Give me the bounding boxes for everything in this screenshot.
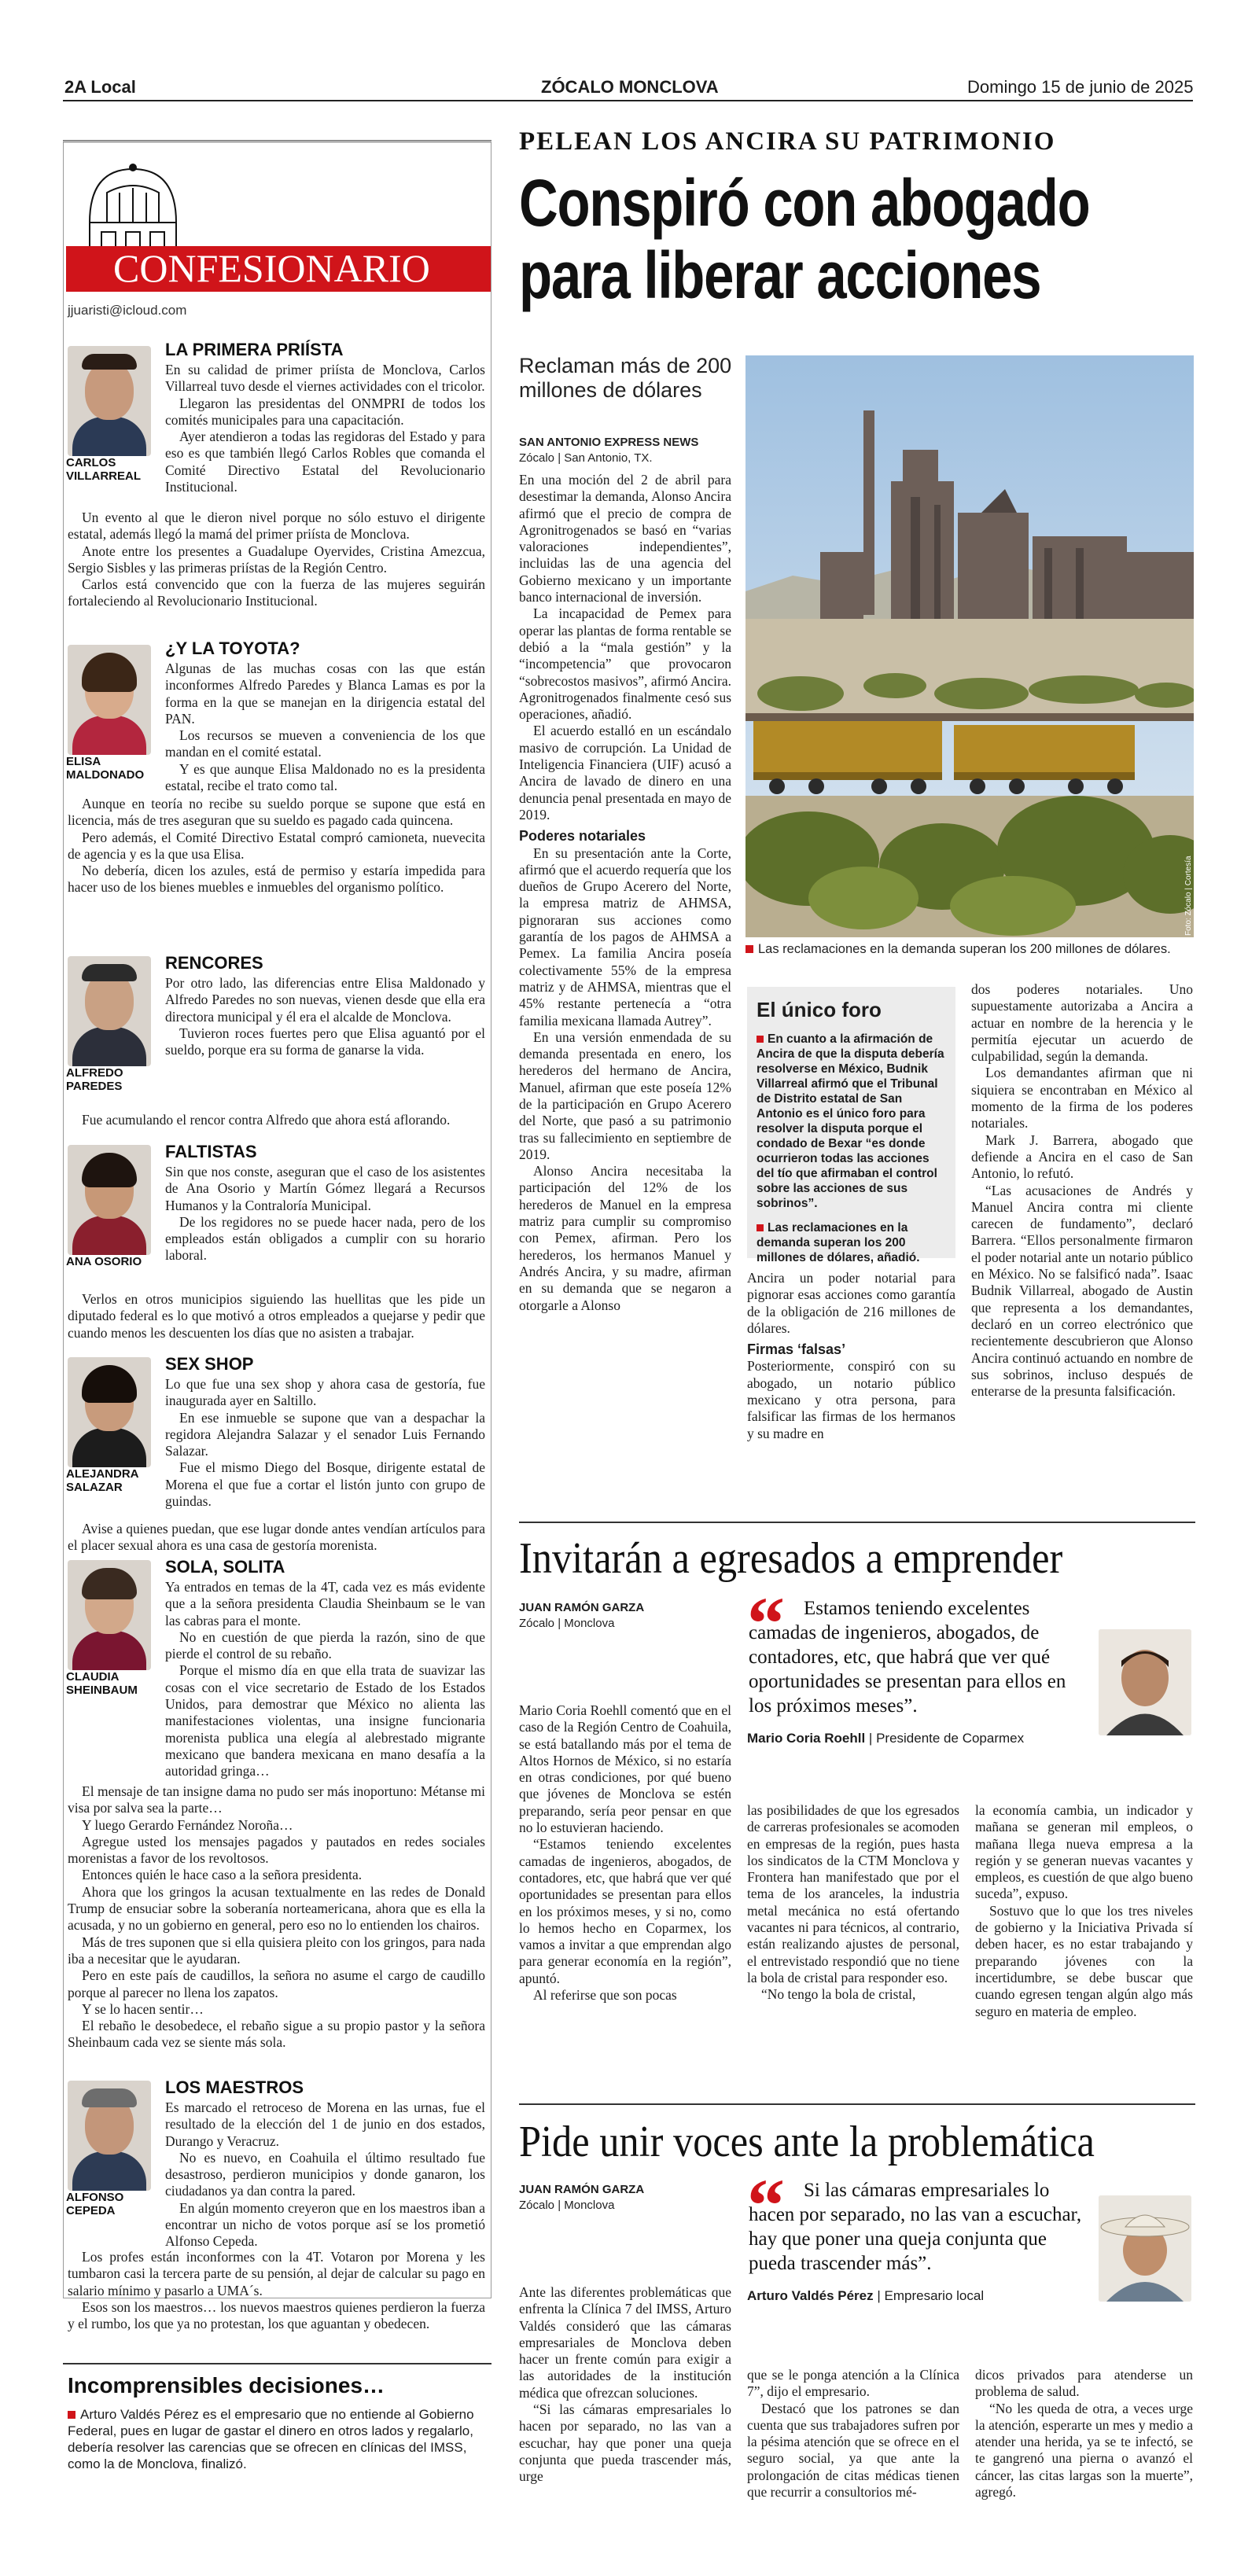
quote-name: Mario Coria Roehll xyxy=(747,1731,866,1746)
section-rule xyxy=(519,2103,1195,2105)
article-column-1 xyxy=(519,2284,731,2486)
gossip-item xyxy=(63,951,491,1132)
paragraph: Lo que fue una sex shop y ahora casa de gestoría, fue inaugurada ayer en Saltillo. xyxy=(165,1376,485,1409)
brief-text xyxy=(68,2406,488,2472)
section-rule xyxy=(519,1522,1195,1523)
paragraph: Los profes están inconformes con la 4T. Votaron por Morena y les tumbaron casi la tercera parte de su pensión, al dejar de calcular su pago en salario mínimo y pasarlo a UMA´s. xyxy=(68,2249,485,2298)
paragraph: “Estamos teniendo excelentes camadas de ingenieros, abogados, de contadores, etc, que habrá que ver qué oportunidades se presentan para ellos en los próximos meses, y si no, como lo hemos hecho en Coparmex, los vamos a invitar a que emprendan algo para generar economía en la región”, apuntó. xyxy=(519,1836,731,1986)
byline xyxy=(519,2182,644,2214)
paragraph: Esos son los maestros… los nuevos maestros quienes perdieron la fuerza y el rumbo, los que ya no protestan, los que aguantan y obedecen. xyxy=(68,2298,485,2332)
byline-name: JUAN RAMÓN GARZA xyxy=(519,2183,645,2196)
main-headline xyxy=(519,167,1196,311)
paragraph: Y es que aunque Elisa Maldonado no es la presidenta estatal, recibe el trato como tal. xyxy=(165,760,485,794)
article-headline: Pide unir voces ante la problemática xyxy=(519,2118,1095,2166)
paragraph: En su presentación ante la Corte, afirmó que el acuerdo requería que los dueños de Grupo Acerero del Norte, la empresa matriz de AHMSA, pignoraran sus acciones como garantía de los pagos de AHMSA a Pemex. La familia Ancira poseía colectivamente 55% de la empresa matriz y de AHMSA, mientras que el 45% restante pertenecía a “otra familia mexicana llamada Autrey”. xyxy=(519,845,731,1029)
headline-line: para liberar acciones xyxy=(519,238,1041,312)
quote-mark-icon: “ xyxy=(747,1581,785,1665)
article-headline: Invitarán a egresados a emprender xyxy=(519,1534,1063,1583)
paragraph: En una versión enmendada de su demanda presentada en enero, los herederos del hermano de Ancira, Manuel, afirman que este poseía 12% de la participación en Grupo Acerero del Norte, que pasó a su patrimonio tras su fallecimiento en septiembre de 2019. xyxy=(519,1029,731,1162)
bullet-square-icon xyxy=(757,1224,764,1231)
steel-plant-photo xyxy=(745,355,1194,937)
photo-caption: CLAUDIA SHEINBAUM xyxy=(66,1670,138,1697)
bottom-rule xyxy=(63,2363,491,2364)
byline-place: Zócalo | San Antonio, TX. xyxy=(519,451,653,465)
paragraph: Más de tres suponen que si ella quisiera pleito con los gringos, para nada iba a necesitar que le ayudaran. xyxy=(68,1934,485,1967)
quote-attribution: Arturo Valdés Pérez | Empresario local xyxy=(747,2288,985,2303)
item-body xyxy=(165,975,485,1058)
confesionario-logo xyxy=(66,161,491,303)
paper-name: ZÓCALO MONCLOVA xyxy=(541,77,719,97)
item-body-wide xyxy=(68,510,485,610)
gossip-item xyxy=(63,637,491,936)
byline xyxy=(519,1600,644,1632)
paragraph: No en cuestión de que pierda la razón, sino de que pierde el control de su rebaño. xyxy=(165,1628,485,1662)
paragraph: Mark J. Barrera, abogado que defiende a Ancira en el caso de San Antonio, lo refutó. xyxy=(971,1132,1193,1182)
item-title: LA PRIMERA PRIÍSTA xyxy=(165,340,344,359)
paragraph: Algunas de las muchas cosas con las que están inconformes Alfredo Paredes y Blanca Lamas es por la forma en la que se manejan en la dirigencia estatal del PAN. xyxy=(165,661,485,727)
gossip-item xyxy=(63,1352,491,1554)
item-body xyxy=(165,2099,485,2250)
portrait-photo xyxy=(68,2081,151,2191)
logo-text: CONFESIONARIO xyxy=(113,246,430,290)
paragraph: No debería, dicen los azules, está de permiso y estaría impedida para hacer uso de los bienes muebles e inmuebles del organismo político. xyxy=(68,863,485,896)
item-title: ¿Y LA TOYOTA? xyxy=(165,638,300,658)
item-body xyxy=(165,1579,485,1780)
paragraph: No es nuevo, en Coahuila el último resultado fue desastroso, perdieron municipios y donde ganaron, los ciudadanos ya dan contra la pared. xyxy=(165,2149,485,2199)
brief-body: Arturo Valdés Pérez es el empresario que no entiende al Gobierno Federal, pues en lugar de gastar el dinero en otros lados y regalarlo, debería resolver las carencias que se ofrecen en clínicas del IMSS, como la de Monclova, finalizó. xyxy=(68,2407,474,2471)
paragraph: Tuvieron roces fuertes pero que Elisa aguantó por el sueldo, porque era su forma de ganarse la vida. xyxy=(165,1025,485,1058)
paragraph: Ahora que los gringos la acusan textualmente en las redes de Donald Trump de ensuciar sobre la soberanía norteamericana, ahora que es ella la acusada, y no un gobierno en general, pero eso no lo entienden los chairos. xyxy=(68,1883,485,1934)
paragraph: dicos privados para atenderse un problema de salud. xyxy=(975,2367,1193,2400)
paragraph: Mario Coria Roehll comentó que en el caso de la Región Centro de Coahuila, se está batallando más por el tema de Altos Hornos de México, si no estaría en otras condiciones, por qué bueno que jóvenes de Monclova se estén preparando, sería peor pensar en que no lo estuvieran haciendo. xyxy=(519,1702,731,1836)
article-column-3 xyxy=(975,1802,1193,2020)
headline-line: Conspiró con abogado xyxy=(519,166,1090,240)
paragraph: Carlos está convencido que con la fuerza de las mujeres seguirán fortaleciendo al Revolucionario Institucional. xyxy=(68,576,485,609)
paragraph: El acuerdo estalló en un escándalo masivo de corrupción. La Unidad de Inteligencia Financiera (UIF) acusó a Ancira de lavado de dinero en una denuncia penal presentada en mayo de 2019. xyxy=(519,723,731,822)
issue-date: Domingo 15 de junio de 2025 xyxy=(967,77,1194,97)
paragraph: Ancira un poder notarial para pignorar esas acciones como garantía de la obligación de 216 millones de dólares. xyxy=(747,1270,955,1336)
item-title: SOLA, SOLITA xyxy=(165,1557,285,1577)
paragraph: Un evento al que le dieron nivel porque no sólo estuvo el dirigente estatal, además llegó la mamá del primer priísta de Monclova. xyxy=(68,510,485,543)
quote-mark-icon: “ xyxy=(747,2163,785,2247)
paragraph: Anote entre los presentes a Guadalupe Oyervides, Cristina Amezcua, Sergio Sisbles y las primeras priístas de la Región Centro. xyxy=(68,543,485,576)
box-text: En cuanto a la afirmación de Ancira de que la disputa debería resolverse en México, Budnik Villarreal afirmó que el Tribunal de Distrito estatal de San Antonio es el único foro para resolver la disputa porque el condado de Bexar “es donde ocurrieron todas las acciones del tío que afirmaban el control sobre las acciones de sus sobrinos”. xyxy=(757,1032,944,1210)
paragraph: “No tengo la bola de cristal, xyxy=(761,1986,916,2003)
byline-name: JUAN RAMÓN GARZA xyxy=(519,1601,645,1614)
byline-place: Zócalo | Monclova xyxy=(519,2199,615,2212)
article-column-1 xyxy=(519,1702,731,2004)
article-column-2 xyxy=(747,1802,959,2004)
paragraph: Ante las diferentes problemáticas que enfrenta la Clínica 7 del IMSS, Arturo Valdés consideró que las cámaras empresariales de Monclova deben hacer un frente común para exigir a las autoridades de la institución médica que ofrezcan soluciones. xyxy=(519,2284,731,2401)
photo-credit: Foto: Zócalo | Cortesía xyxy=(1184,856,1193,936)
paragraph: La incapacidad de Pemex para operar las plantas de forma rentable se debió a la “mala gestión” y la “incompetencia” que provocaron “sobrecostos masivos”, afirmó Ancira. Agronitrogenados finalmente cesó sus operaciones, añadió. xyxy=(519,605,731,723)
paragraph: Fue el mismo Diego del Bosque, dirigente estatal de Morena el que fue a cortar el listón junto con grupo de guindas. xyxy=(165,1459,485,1510)
item-body xyxy=(165,661,485,794)
byline xyxy=(519,435,698,466)
paragraph: Pero en este país de caudillos, la señora no asume el cargo de caudillo porque al parecer no llena los zapatos. xyxy=(68,1967,485,2000)
subheadline: Reclaman más de 200 millones de dólares xyxy=(519,354,732,402)
speaker-portrait xyxy=(1099,1629,1191,1735)
paragraph: “Las acusaciones de Andrés y Manuel Ancira contra mi cliente carecen de fundamento”, declaró Barrera. “Ellos personalmente firmaron el poder notarial ante un notario público en México. No se falsificó nada”. Isaac Budnik Villarreal, abogado de Austin que representa a los demandantes, declaró en un correo electrónico que recientemente descubrieron que Alonso Ancira continuó actuando en nombre de sus sobrinos, incluso después de enterarse de la presunta falsificación. xyxy=(971,1182,1193,1400)
paragraph: Los recursos se mueven a conveniencia de los que mandan en el comité estatal. xyxy=(165,727,485,760)
paragraph: Pero además, el Comité Directivo Estatal compró camioneta, nuevecita de agencia y es la que usa Elisa. xyxy=(68,829,485,862)
paragraph: la economía cambia, un indicador y mañana se generan mil empleos, o mañana llega nueva empresa a la región y se generan nuevas vacantes y empleos, es cuestión de que algo bueno suceda”, expuso. xyxy=(975,1802,1193,1902)
paragraph: Alonso Ancira necesitaba la participación del 12% de los herederos de Manuel en la empresa matriz para cumplir su compromiso con Pemex, afirman. Pero los herederos, los hermanos Manuel y Andrés Ancira, y su madre, afirman en su demanda que se negaron a otorgarle a Alonso xyxy=(519,1163,731,1313)
subhead: Poderes notariales xyxy=(519,828,646,845)
header-rule xyxy=(63,100,1193,101)
item-title: SEX SHOP xyxy=(165,1354,254,1374)
paragraph: En ese inmueble se supone que van a despachar la regidora Alejandra Salazar y el senador Luis Fernando Salazar. xyxy=(165,1409,485,1459)
item-body xyxy=(165,362,485,495)
paragraph: Sostuvo que lo que los tres niveles de gobierno y la Iniciativa Privada sí deben hacer, es no estar trabajando y preparando jóvenes con la incertidumbre, se debe buscar que cuando egresen tengan algún algo más seguro en materia de empleo. xyxy=(975,1902,1193,2019)
article-column-2 xyxy=(747,1270,955,1442)
paragraph: Al referirse que son pocas xyxy=(533,1987,677,2004)
quote-text: Estamos teniendo excelentes camadas de ingenieros, abogados, de contadores, etc, que habrá que ver qué oportunidades se presentan para ellos en los próximos meses”. xyxy=(749,1598,1066,1717)
paragraph: las posibilidades de que los egresados de carreras profesionales se acomoden en empresas de la región, pues hasta los sindicatos de la CTM Monclova y Frontera han manifestado que por el tema de los aranceles, la industria metal mecánica no está ofertando vacantes ni para técnicos, al contrario, están realizando ajustes de personal, el entrevistado respondió que no tiene la bola de cristal para responder eso. xyxy=(747,1802,959,1985)
photo-caption: ALFONSO CEPEDA xyxy=(66,2191,124,2217)
byline-source: SAN ANTONIO EXPRESS NEWS xyxy=(519,436,699,449)
box-title: El único foro xyxy=(757,998,882,1021)
item-title: LOS MAESTROS xyxy=(165,2077,304,2097)
paragraph: Ya entrados en temas de la 4T, cada vez es más evidente que a la señora presidenta Claudia Sheinbaum se le van las cabras para el monte. xyxy=(165,1579,485,1628)
portrait-photo xyxy=(68,645,151,755)
brief-title: Incomprensibles decisiones… xyxy=(68,2373,385,2398)
gossip-item xyxy=(63,338,491,609)
paragraph: Por otro lado, las diferencias entre Elisa Maldonado y Alfredo Paredes no son nuevas, vienen desde que ella era directora municipal y él era el alcalde de Monclova. xyxy=(165,975,485,1025)
photo-caption xyxy=(745,942,1194,957)
item-body-wide xyxy=(68,1291,485,1341)
paragraph: En algún momento creyeron que en los maestros iban a encontrar un nicho de votos porque así se los prometió Alfonso Cepeda. xyxy=(165,2199,485,2250)
quote-name: Arturo Valdés Pérez xyxy=(747,2288,874,2303)
columnist-email: jjuaristi@icloud.com xyxy=(68,303,187,318)
item-body xyxy=(165,1164,485,1264)
paragraph: Verlos en otros municipios siguiendo las huellitas que les pide un diputado federal es lo que motivó a otros empleados a quejarse y pedir que cuando menos les descuenten los días que no asisten a trabajar. xyxy=(68,1291,485,1341)
paragraph: Fue acumulando el rencor contra Alfredo que ahora está aflorando. xyxy=(82,1112,451,1128)
quote-role: Empresario local xyxy=(884,2288,985,2303)
item-body-wide xyxy=(68,1783,485,2052)
portrait-photo xyxy=(68,1145,151,1255)
photo-caption: ALEJANDRA SALAZAR xyxy=(66,1467,138,1494)
paragraph: Llegaron las presidentas del ONMPRI de todos los comités municipales para una capacitación. xyxy=(165,395,485,428)
section-label: 2A Local xyxy=(64,77,136,97)
paragraph: que se le ponga atención a la Clínica 7”, dijo el empresario. xyxy=(747,2367,959,2400)
paragraph: Los demandantes afirman que ni siquiera se encontraban en México al momento de la firma de los poderes notariales. xyxy=(971,1065,1193,1132)
bullet-square-icon xyxy=(68,2411,75,2419)
box-text: Las reclamaciones en la demanda superan los 200 millones de dólares, añadió. xyxy=(757,1221,920,1264)
paragraph: En su calidad de primer priísta de Monclova, Carlos Villarreal tuvo desde el viernes actividades con el tricolor. xyxy=(165,362,485,395)
paragraph: “No les queda de otra, a veces urge la atención, esperarte un mes y medio a atender una herida, ya se te infectó, se te gangrenó una pierna o avanzó el cáncer, las citas largas son la muerte”, agregó. xyxy=(975,2400,1193,2501)
paragraph: Avise a quienes puedan, que ese lugar donde antes vendían artículos para el placer sexual ahora es una casa de gestoría morenista. xyxy=(68,1521,485,1554)
bullet-square-icon xyxy=(757,1036,764,1043)
article-column-2 xyxy=(747,2367,959,2501)
paragraph: En una moción del 2 de abril para desestimar la demanda, Alonso Ancira afirmó que el precio de compra de Agronitrogenados se basó en “varias valoraciones independientes”, incluidas las de una agencia del Gobierno mexicano y un importante banco internacional de inversión. xyxy=(519,472,731,605)
gossip-item xyxy=(63,1555,491,2059)
item-title: FALTISTAS xyxy=(165,1142,257,1161)
gossip-item xyxy=(63,2076,491,2351)
quote-attribution: Mario Coria Roehll | Presidente de Coparmex xyxy=(747,1731,1025,1746)
article-column-3 xyxy=(975,2367,1193,2501)
article-column-1 xyxy=(519,472,731,1314)
photo-caption: CARLOS VILLARREAL xyxy=(66,456,141,483)
item-body-wide xyxy=(68,1521,485,1555)
photo-caption: ALFREDO PAREDES xyxy=(66,1066,123,1093)
paragraph: Y se lo hacen sentir… xyxy=(82,2000,204,2017)
paragraph: Porque el mismo día en que ella trata de suavizar las cosas con el vice secretario de Estado de los Estados Unidos, para demostrar que México no alienta las manifestaciones violentas, una insigne funcionaria morenista publica una elegía al alebrestado migrante mexicano que bandera mexicana en mano desafía a la autoridad gringa… xyxy=(165,1662,485,1779)
item-body-wide xyxy=(68,1112,485,1128)
portrait-photo xyxy=(68,346,151,456)
paragraph: Y luego Gerardo Fernández Noroña… xyxy=(82,1816,293,1833)
item-body xyxy=(165,1376,485,1510)
quote-role: Presidente de Coparmex xyxy=(876,1731,1025,1746)
gossip-item xyxy=(63,1140,491,1376)
paragraph: De los regidores no se puede hacer nada, pero de los empleados están obligados a cumplir con su horario laboral. xyxy=(165,1213,485,1264)
subhead: Firmas ‘falsas’ xyxy=(747,1341,846,1358)
item-body-wide xyxy=(68,796,485,896)
paragraph: Entonces quién le hace caso a la señora presidenta. xyxy=(82,1867,363,1883)
quote-text: Si las cámaras empresariales lo hacen por separado, no las van a escuchar, hay que poner una queja conjunta que pueda trascender más”. xyxy=(749,2180,1082,2274)
item-body-wide xyxy=(68,2249,485,2332)
paragraph: “Si las cámaras empresariales lo hacen por separado, no las van a escuchar, hay que poner una queja conjunta que pueda trascender más, urge xyxy=(519,2401,731,2485)
portrait-photo xyxy=(68,1357,151,1467)
paragraph: dos poderes notariales. Uno supuestamente autorizaba a Ancira a actuar en nombre de la herencia y le permitía ejecutar un acuerdo de culpabilidad, según la demanda. xyxy=(971,981,1193,1065)
paragraph: El mensaje de tan insigne dama no pudo ser más inoportuno: Métanse mi visa por salva sea la parte… xyxy=(68,1783,485,1816)
kicker: PELEAN LOS ANCIRA SU PATRIMONIO xyxy=(519,127,1056,156)
sidebar-box xyxy=(747,987,955,1264)
paragraph: Agregue usted los mensajes pagados y pautados en redes sociales morenistas a favor de los revoltosos. xyxy=(68,1833,485,1867)
speaker-portrait xyxy=(1099,2195,1191,2302)
paragraph: Destacó que los patrones se dan cuenta que sus trabajadores sufren por la pésima atención que se ofrece en el seguro social, ya que ante la prolongación de citas médicas tienen que recurrir a consultorios mé- xyxy=(747,2400,959,2501)
portrait-photo xyxy=(68,1560,151,1670)
bullet-square-icon xyxy=(745,945,753,953)
pull-quote xyxy=(747,2163,1093,2304)
paragraph: Es marcado el retroceso de Morena en las urnas, fue el resultado de la elección del 1 de junio en dos estados, Durango y Veracruz. xyxy=(165,2099,485,2149)
item-title: RENCORES xyxy=(165,953,263,973)
photo-caption: ELISA MALDONADO xyxy=(66,755,145,782)
paragraph: El rebaño le desobedece, el rebaño sigue a su propio pastor y la señora Sheinbaum cada vez se siente más sola. xyxy=(68,2018,485,2051)
paragraph: Aunque en teoría no recibe su sueldo porque se supone que está en licencia, más de tres aseguran que su sueldo es pagado cada quincena. xyxy=(68,796,485,829)
paragraph: Ayer atendieron a todas las regidoras del Estado y para eso es que también llegó Carlos Robles que comanda el Comité Directivo Estatal del Revolucionario Institucional. xyxy=(165,429,485,495)
article-column-3 xyxy=(971,981,1193,1400)
caption-text: Las reclamaciones en la demanda superan los 200 millones de dólares. xyxy=(758,942,1171,956)
paragraph: Posteriormente, conspiró con su abogado, un notario público mexicano y otra persona, para falsificar las firmas de los hermanos y su madre en xyxy=(747,1358,955,1441)
photo-caption: ANA OSORIO xyxy=(66,1255,142,1268)
paragraph: Sin que nos conste, aseguran que el caso de los asistentes de Ana Osorio y Martín Gómez llegará a Recursos Humanos y la Contraloría Municipal. xyxy=(165,1164,485,1213)
portrait-photo xyxy=(68,956,151,1066)
byline-place: Zócalo | Monclova xyxy=(519,1617,615,1630)
pull-quote xyxy=(747,1581,1093,1746)
